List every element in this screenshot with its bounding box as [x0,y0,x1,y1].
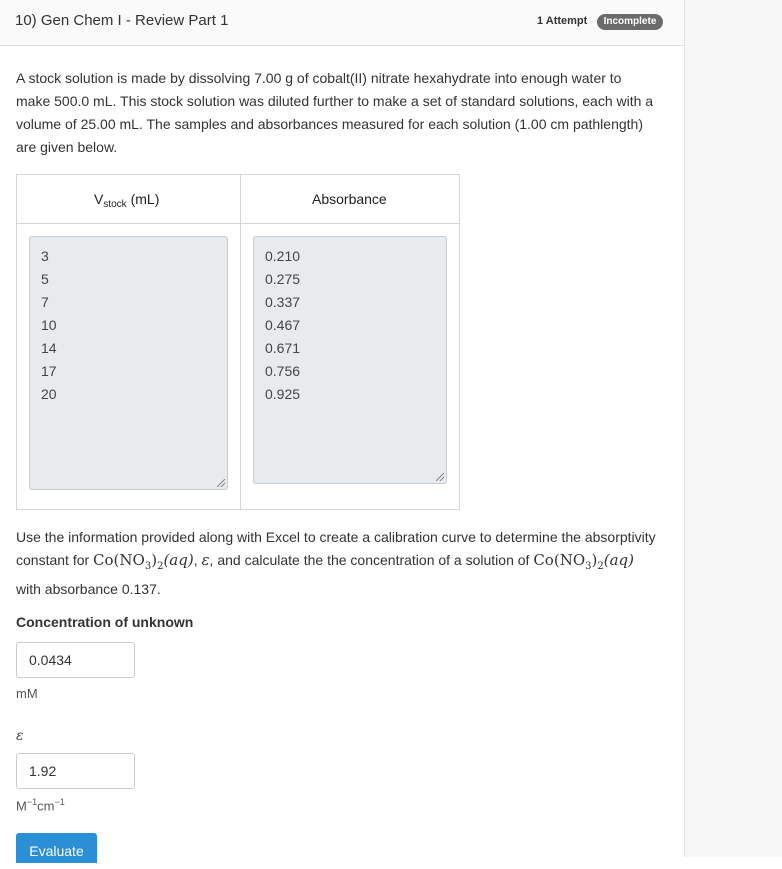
epsilon-unit: $M^{-1}cm^{-1}$ [16,797,65,814]
absorbance-value: 0.925 [265,386,301,402]
evaluate-button[interactable]: Evaluate [16,833,97,863]
volume-data-textarea[interactable] [29,236,228,490]
absorbance-value: 0.467 [265,317,301,333]
concentration-label: Concentration of unknown [16,614,194,630]
volume-value: 3 [41,248,49,264]
epsilon-input[interactable]: 1.92 [16,753,135,789]
formula-cobalt-nitrate: $Co(NO_3)_2(aq)$ [93,551,194,572]
epsilon-label: ε [16,728,24,744]
volume-value: 17 [41,363,57,379]
volume-value: 10 [41,317,57,333]
volume-value: 5 [41,271,49,287]
header-divider [17,223,459,224]
column-divider [240,175,241,509]
volume-value: 20 [41,386,57,402]
absorbance-data-textarea[interactable] [253,236,447,484]
absorbance-value: 0.756 [265,363,301,379]
absorbance-value: 0.671 [265,340,301,356]
concentration-input[interactable]: 0.0434 [16,642,135,678]
attempt-count: 1 Attempt [537,15,588,27]
right-sidebar [684,0,782,857]
absorbance-value: 0.210 [265,248,301,264]
absorbance-value: 0.337 [265,294,301,310]
resize-handle-icon[interactable] [436,473,444,481]
volume-value: 14 [41,340,57,356]
formula-cobalt-nitrate: $Co(NO_3)_2(aq)$ [533,551,634,572]
volume-column-header: $V_{stock}$ (mL) [94,191,160,210]
volume-value: 7 [41,294,49,310]
resize-handle-icon[interactable] [217,479,225,487]
data-table [16,174,460,510]
problem-statement: A stock solution is made by dissolving 7.00 g of cobalt(II) nitrate hexahydrate into enough water to make 500.0 mL. This stock solution was diluted further to make a set of standard solutions, each with a volume of 25.00 mL. The samples and absorbances measured for each solution (1.00 cm pathlength) are given below. [16,70,654,155]
instructions: Use the information provided along with Excel to create a calibration curve to determine the absorptivity constant for $Co(NO_3)_2(aq)$, ε, and calculate the the concentration of a solution of $Co(NO_3)_2(aq)$ with absorbance 0.137. [16,529,656,597]
absorbance-value: 0.275 [265,271,301,287]
question-header [0,0,684,46]
status-badge: Incomplete [597,14,663,30]
question-title: 10) Gen Chem I - Review Part 1 [15,12,229,29]
absorbance-column-header: Absorbance [312,191,387,207]
concentration-unit: mM [16,686,38,701]
